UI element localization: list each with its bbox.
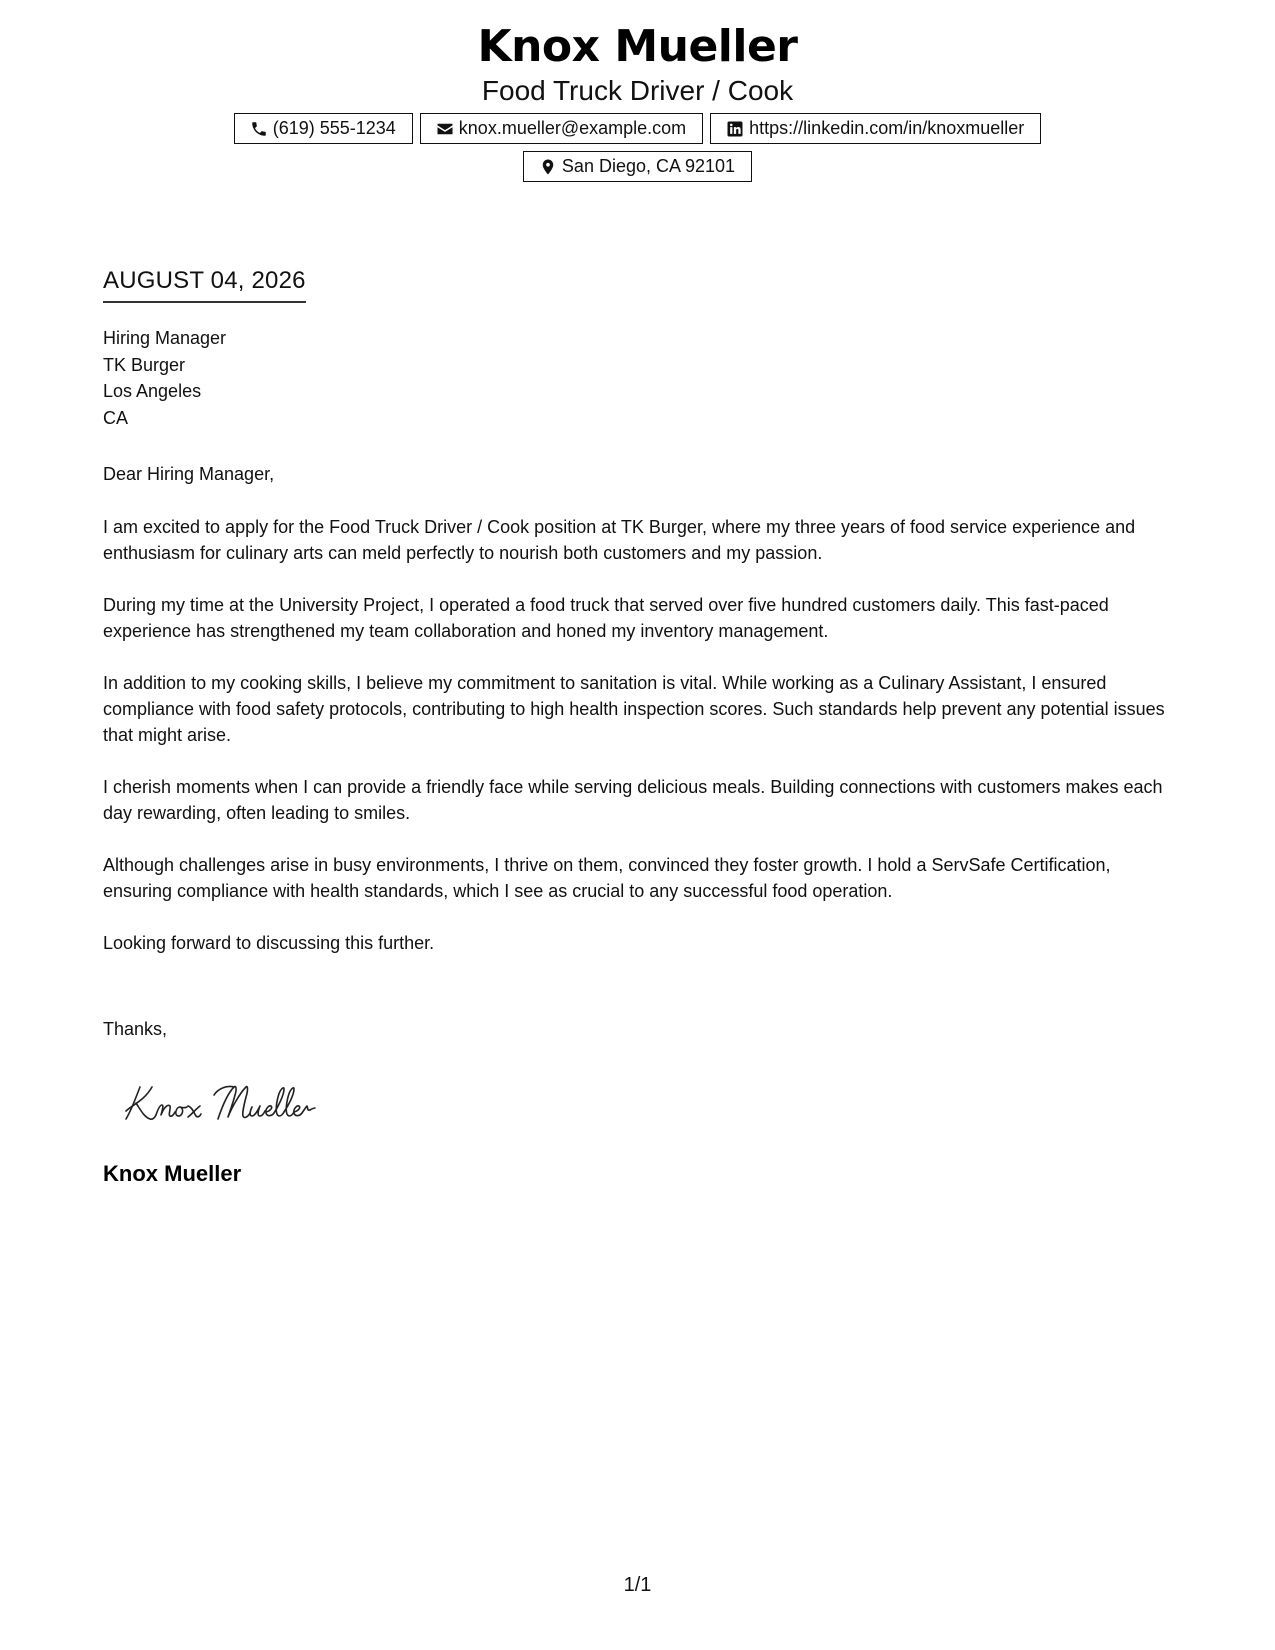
- signature-image: [122, 1075, 352, 1125]
- signer-name: Knox Mueller: [103, 1161, 242, 1186]
- envelope-icon: [435, 119, 455, 139]
- recipient-title: Hiring Manager: [103, 328, 227, 348]
- contact-phone-text: (619) 555-1234: [272, 118, 396, 138]
- contact-email-text: knox.mueller@example.com: [458, 118, 687, 138]
- contact-email[interactable]: [420, 113, 703, 144]
- letter-date-block: [103, 266, 306, 303]
- contact-linkedin-text: https://linkedin.com/in/knoxmueller: [749, 118, 1025, 138]
- letter-body: [103, 514, 1178, 982]
- body-paragraph: During my time at the University Project, I operated a food truck that served over five hundred customers daily. This fast-paced experience has strengthened my team collaboration and honed my inventory management.: [103, 595, 1109, 641]
- applicant-role: Food Truck Driver / Cook: [481, 75, 794, 106]
- phone-icon: [249, 119, 269, 139]
- recipient-state: CA: [103, 407, 129, 428]
- contact-location: [523, 151, 752, 182]
- body-paragraph: Looking forward to discussing this further.: [103, 933, 435, 953]
- letter-header: [0, 20, 1275, 108]
- salutation: Dear Hiring Manager,: [103, 464, 275, 484]
- contact-location-text: San Diego, CA 92101: [561, 156, 736, 176]
- recipient-company: TK Burger: [103, 354, 186, 375]
- applicant-name: Knox Mueller: [477, 21, 798, 72]
- contact-row-2: [0, 151, 1275, 182]
- body-paragraph: I am excited to apply for the Food Truck Driver / Cook position at TK Burger, where my three years of food service experience and enthusiasm for culinary arts can meld perfectly to nourish both customers and my passion.: [103, 517, 1136, 563]
- map-pin-icon: [538, 157, 558, 177]
- body-paragraph: Although challenges arise in busy environments, I thrive on them, convinced they foster growth. I hold a ServSafe Certification, ensuring compliance with health standards, which I see as crucial to any successful food operation.: [103, 855, 1111, 901]
- linkedin-icon: [725, 119, 745, 139]
- closing: Thanks,: [103, 1019, 168, 1039]
- contact-phone[interactable]: [234, 113, 413, 144]
- contact-row: [0, 113, 1275, 144]
- recipient-city: Los Angeles: [103, 381, 202, 401]
- contact-linkedin[interactable]: [710, 113, 1041, 144]
- body-paragraph: In addition to my cooking skills, I believe my commitment to sanitation is vital. While working as a Culinary Assistant, I ensured compliance with food safety protocols, contributing to high health inspection scores. Such standards help prevent any potential issues that might arise.: [103, 673, 1165, 745]
- body-paragraph: I cherish moments when I can provide a friendly face while serving delicious meals. Building connections with customers makes each day rewarding, often leading to smiles.: [103, 777, 1163, 823]
- letter-date: AUGUST 04, 2026: [103, 267, 306, 294]
- recipient-address: [103, 325, 1178, 431]
- page-indicator: 1/1: [623, 1574, 652, 1596]
